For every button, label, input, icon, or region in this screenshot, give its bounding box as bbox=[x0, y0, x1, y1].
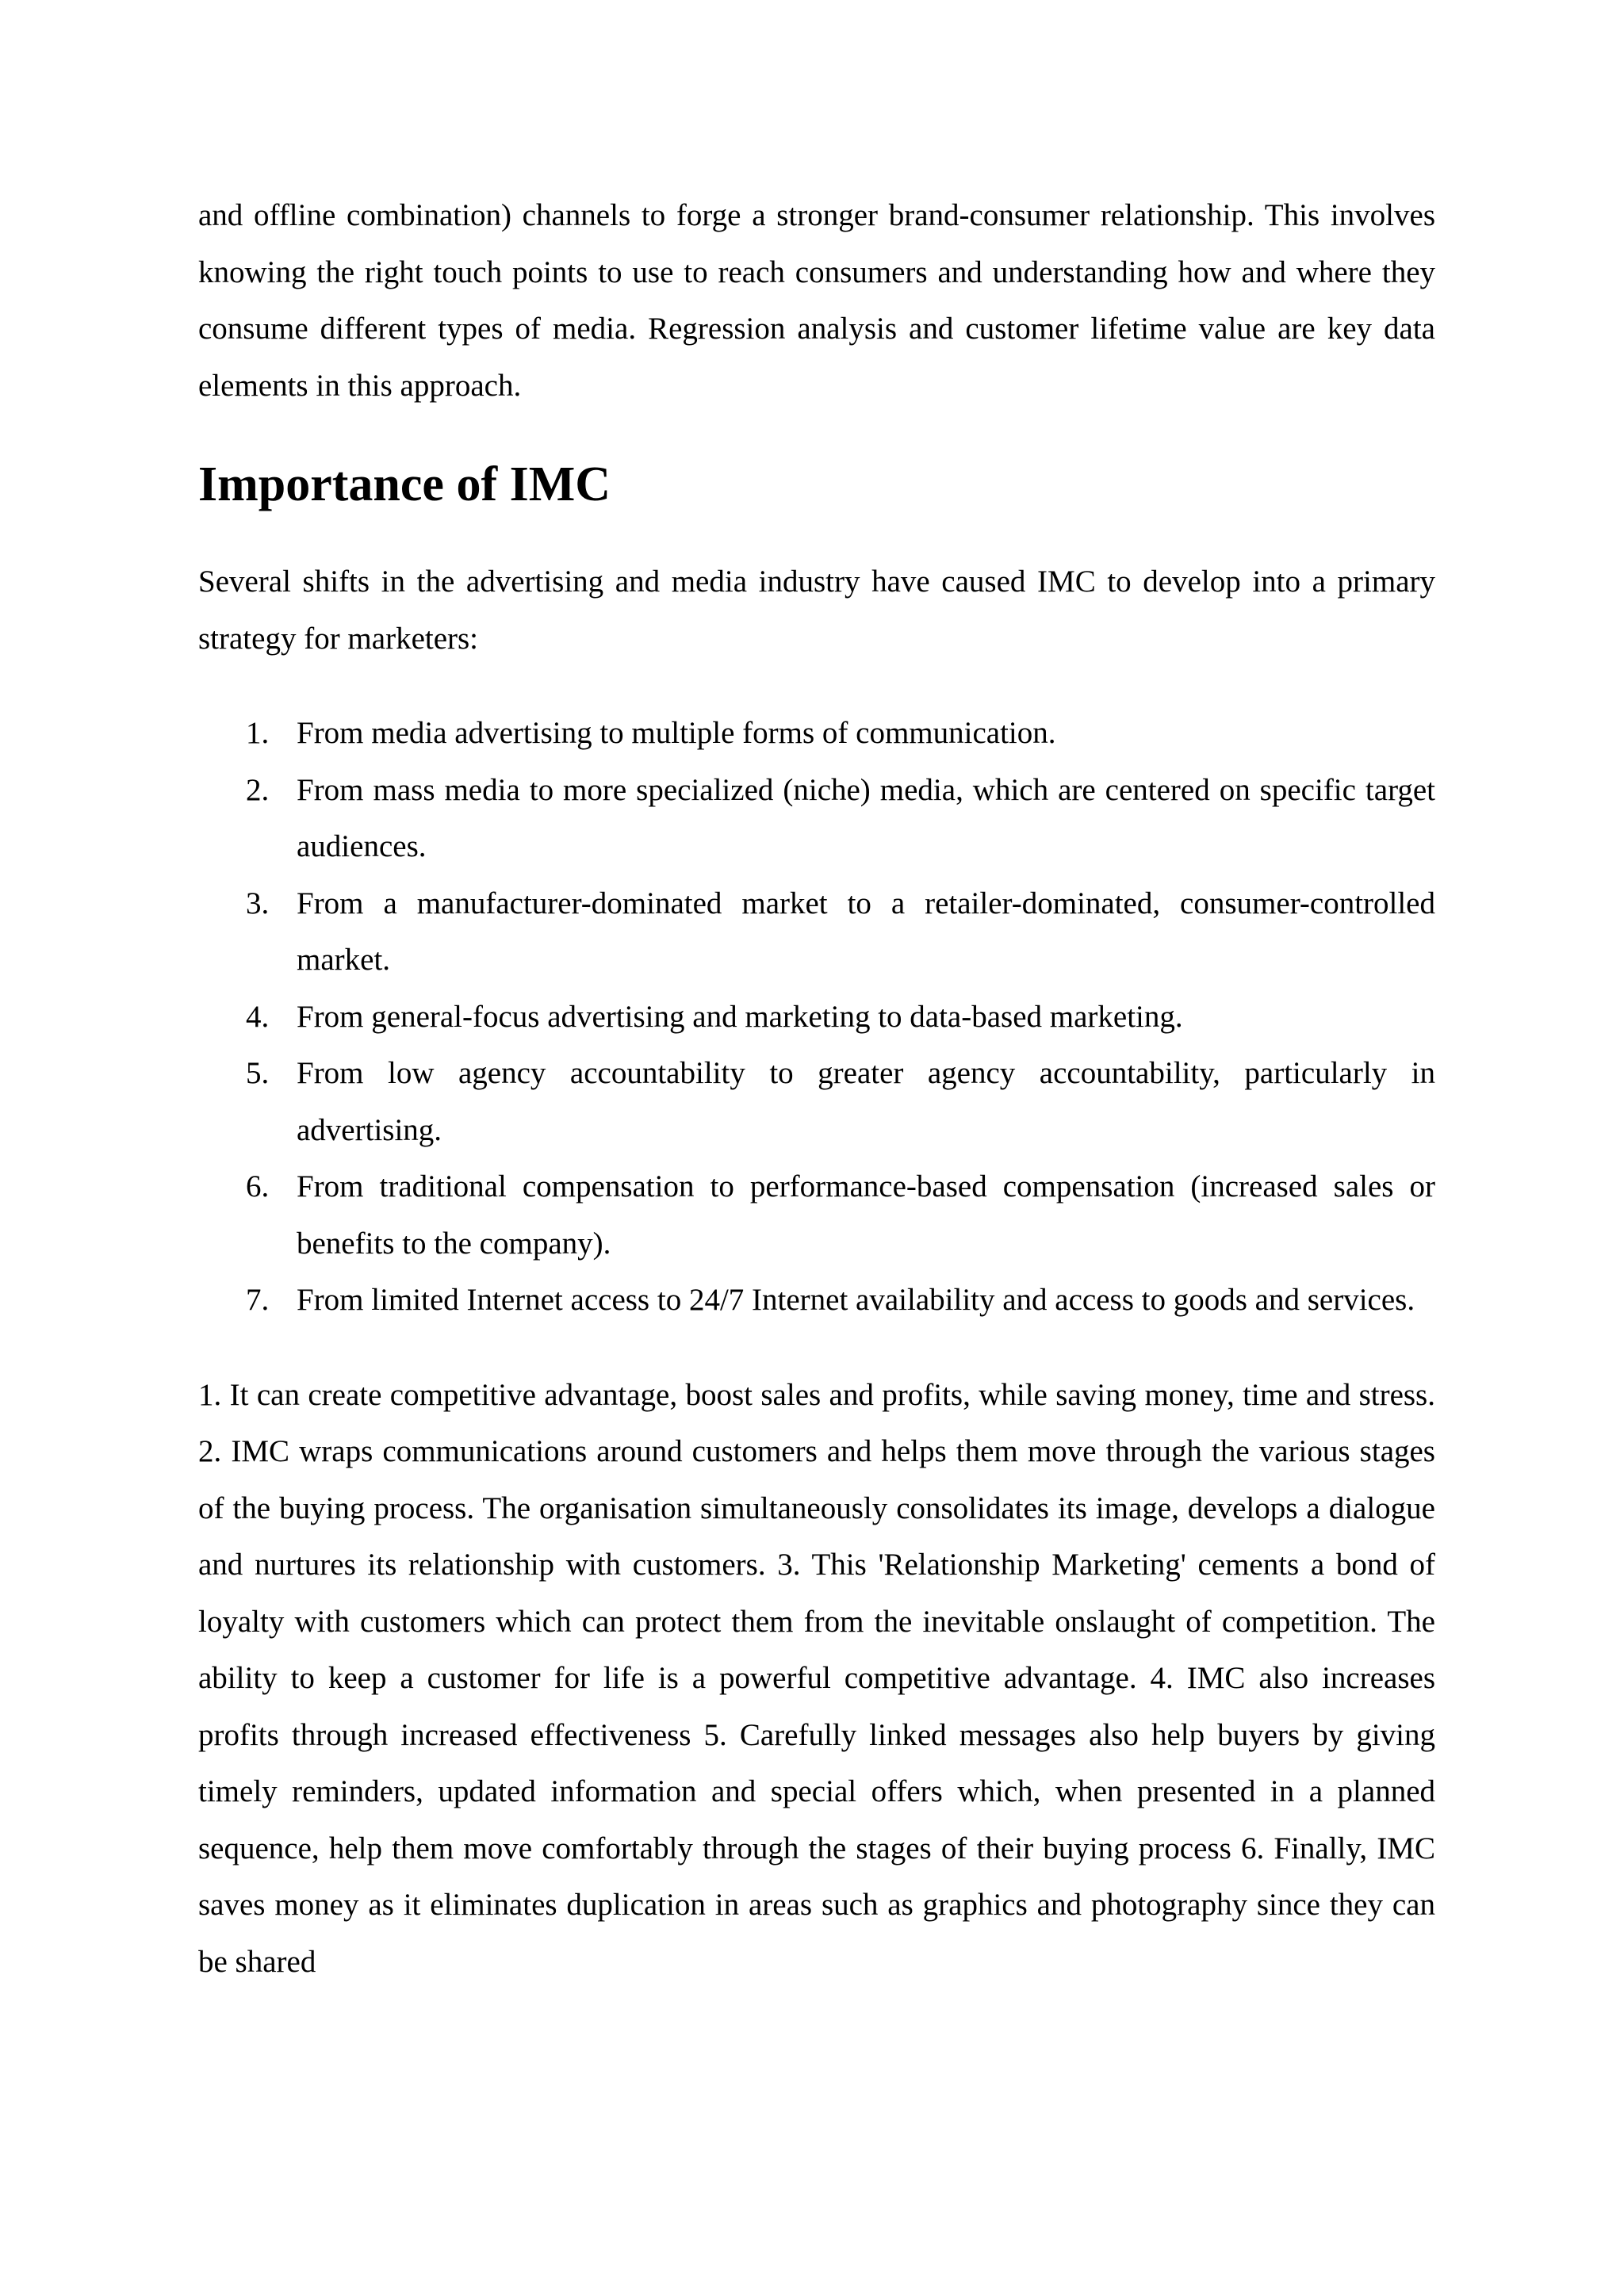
list-item-text: From traditional compensation to performance-based compensation (increased sales or benefits to the company). bbox=[297, 1169, 1435, 1261]
section-heading: Importance of IMC bbox=[198, 457, 611, 511]
list-item bbox=[198, 762, 1435, 875]
list-item bbox=[198, 989, 1435, 1046]
list-item-text: From mass media to more specialized (niche) media, which are centered on specific target audiences. bbox=[297, 772, 1435, 863]
list-item-text: From low agency accountability to greater agency accountability, particularly in advertising. bbox=[297, 1056, 1435, 1147]
list-item-text: From media advertising to multiple forms of communication. bbox=[297, 716, 1056, 750]
document-body bbox=[198, 187, 1435, 1990]
list-item-number: 3. bbox=[246, 886, 270, 920]
list-item-number: 6. bbox=[246, 1169, 270, 1203]
list-item bbox=[198, 705, 1435, 762]
list-item-number: 4. bbox=[246, 999, 270, 1034]
intro-paragraph: and offline combination) channels to forge a stronger brand-consumer relationship. This involves knowing the right touch points to use to reach consumers and understanding how and where they consume different types of media. Regression analysis and customer lifetime value are key data elements in this approach. bbox=[198, 198, 1435, 403]
list-item-number: 1. bbox=[246, 716, 270, 750]
list-item-number: 5. bbox=[246, 1056, 270, 1090]
list-item bbox=[198, 1272, 1435, 1329]
list-item-text: From a manufacturer-dominated market to a retailer-dominated, consumer-controlled market. bbox=[297, 886, 1435, 977]
shifts-list bbox=[198, 705, 1435, 1329]
list-item bbox=[198, 875, 1435, 989]
list-item-number: 2. bbox=[246, 772, 270, 807]
list-item-number: 7. bbox=[246, 1283, 270, 1317]
benefits-paragraph: 1. It can create competitive advantage, boost sales and profits, while saving money, time and stress. 2. IMC wraps communications around customers and helps them move through the various stages of the buying process. The organisation simultaneously consolidates its image, develops a dialogue and nurtures its relationship with customers. 3. This 'Relationship Marketing' cements a bond of loyalty with customers which can protect them from the inevitable onslaught of competition. The ability to keep a customer for life is a powerful competitive advantage. 4. IMC also increases profits through increased effectiveness 5. Carefully linked messages also help buyers by giving timely reminders, updated information and special offers which, when presented in a planned sequence, help them move comfortably through the stages of their buying process 6. Finally, IMC saves money as it eliminates duplication in areas such as graphics and photography since they can be shared bbox=[198, 1377, 1435, 1979]
list-item bbox=[198, 1158, 1435, 1272]
lead-paragraph: Several shifts in the advertising and media industry have caused IMC to develop into a primary strategy for marketers: bbox=[198, 564, 1435, 656]
list-item bbox=[198, 1045, 1435, 1158]
list-item-text: From limited Internet access to 24/7 Internet availability and access to goods and services. bbox=[297, 1283, 1415, 1317]
list-item-text: From general-focus advertising and marketing to data-based marketing. bbox=[297, 999, 1183, 1034]
